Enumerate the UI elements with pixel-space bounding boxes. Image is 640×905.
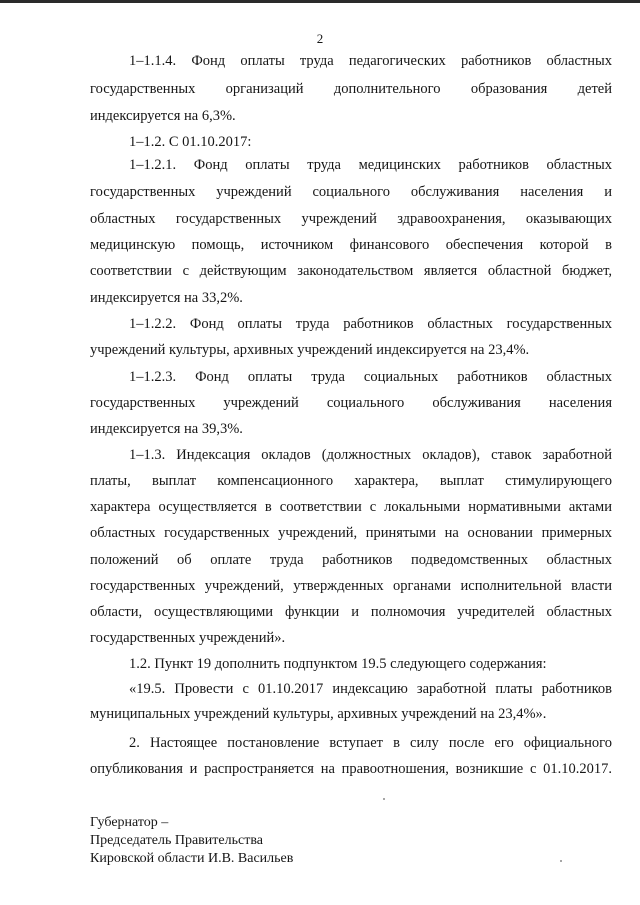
paragraph-line: областных государственных учреждений здравоохранения, оказывающих <box>90 211 612 227</box>
paragraph-line: «19.5. Провести с 01.10.2017 индексацию заработной платы работников <box>129 681 612 697</box>
signature-name: Кировской области И.В. Васильев <box>90 851 294 866</box>
paragraph-line: 1–1.2. С 01.10.2017: <box>129 134 252 150</box>
paragraph-line: индексируется на 39,3%. <box>90 421 243 437</box>
paragraph-line: государственных организаций дополнительного образования детей <box>90 81 612 97</box>
signature-title: Губернатор – <box>90 815 169 830</box>
paragraph-line: государственных учреждений». <box>90 630 286 646</box>
paragraph-line: 1–1.2.1. Фонд оплаты труда медицинских работников областных <box>129 157 612 173</box>
paragraph-line: 1–1.3. Индексация окладов (должностных окладов), ставок заработной <box>129 447 612 463</box>
paragraph-line: учреждений культуры, архивных учреждений индексируется на 23,4%. <box>90 342 530 358</box>
paragraph-line: положений об оплате труда работников подведомственных областных <box>90 552 612 568</box>
paragraph-line: медицинскую помощь, источником финансового обеспечения которой в <box>90 237 612 253</box>
paragraph-line: государственных учреждений социального обслуживания населения <box>90 395 612 411</box>
paragraph-line: области, осуществляющими функции и полномочия учредителей областных <box>90 604 612 620</box>
paragraph-line: индексируется на 6,3%. <box>90 108 236 124</box>
signature-position: Председатель Правительства <box>90 833 263 848</box>
page-number: 2 <box>316 31 324 46</box>
paragraph-line: соответствии с действующим законодательством является областной бюджет, <box>90 263 612 279</box>
paragraph-line: характера осуществляется в соответствии с локальными нормативными актами <box>90 499 612 515</box>
paragraph-line: государственных учреждений социального обслуживания населения и <box>90 184 612 200</box>
paragraph-line: 1.2. Пункт 19 дополнить подпунктом 19.5 следующего содержания: <box>129 656 547 672</box>
paragraph-line: государственных учреждений, утвержденных органами исполнительной власти <box>90 578 612 594</box>
paragraph-line: областных государственных учреждений, принятыми на основании примерных <box>90 525 612 541</box>
scan-top-border <box>0 0 640 3</box>
scan-speck <box>560 860 562 862</box>
paragraph-line: муниципальных учреждений культуры, архивных учреждений на 23,4%». <box>90 706 547 722</box>
paragraph-line: 2. Настоящее постановление вступает в силу после его официального <box>129 735 612 751</box>
paragraph-line: индексируется на 33,2%. <box>90 290 243 306</box>
paragraph-line: платы, выплат компенсационного характера, выплат стимулирующего <box>90 473 612 489</box>
paragraph-line: опубликования и распространяется на правоотношения, возникшие с 01.10.2017. <box>90 761 612 777</box>
scan-speck <box>383 798 385 800</box>
paragraph-line: 1–1.2.3. Фонд оплаты труда социальных работников областных <box>129 369 612 385</box>
paragraph-line: 1–1.1.4. Фонд оплаты труда педагогических работников областных <box>129 53 612 69</box>
paragraph-line: 1–1.2.2. Фонд оплаты труда работников областных государственных <box>129 316 612 332</box>
